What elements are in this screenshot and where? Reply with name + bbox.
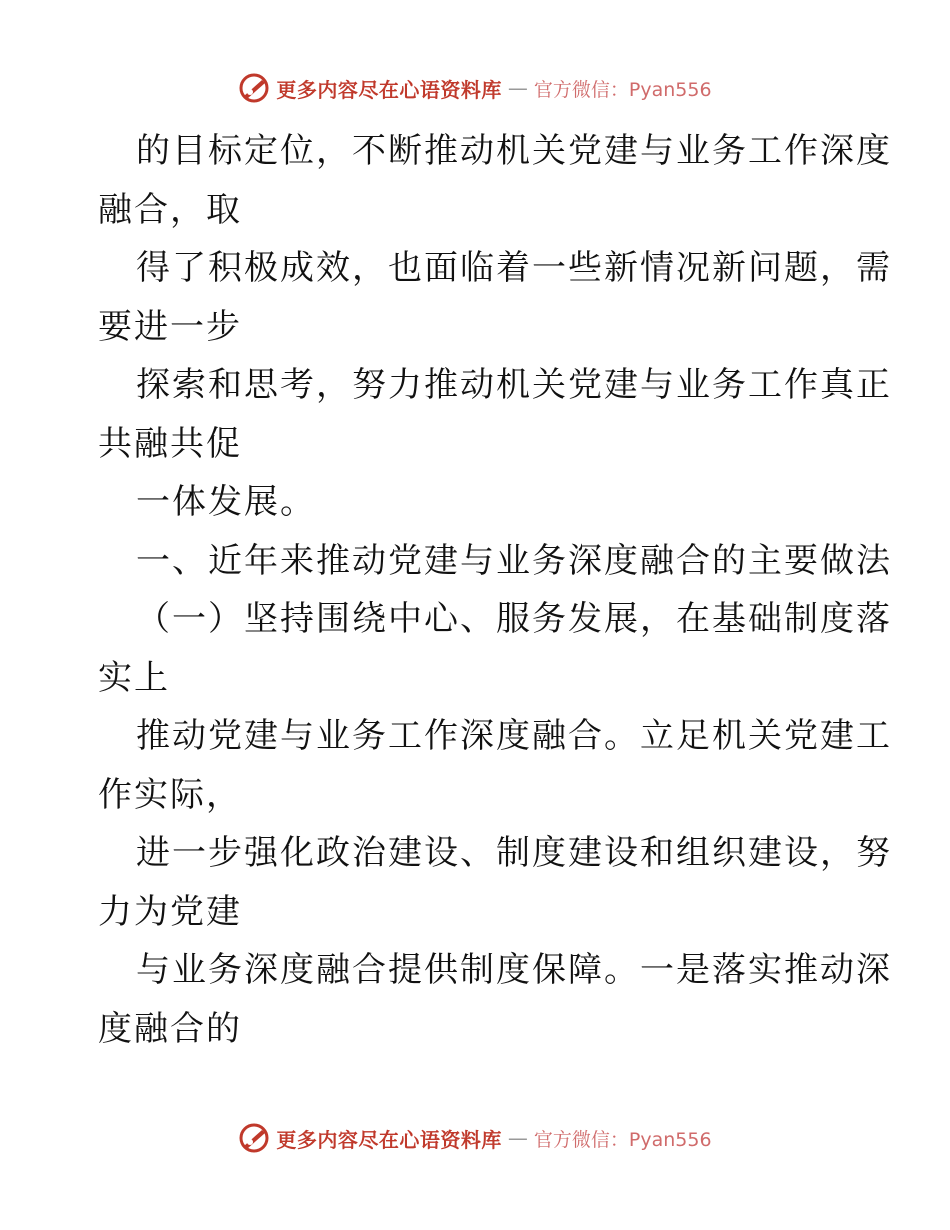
footer-watermark xyxy=(0,1122,950,1154)
watermark-wechat-text: 官方微信：Pyan556 xyxy=(533,1128,712,1151)
text-line: 进一步强化政治建设、制度建设和组织建设，努 xyxy=(136,833,892,873)
text-line: 实上 xyxy=(98,657,170,698)
text-line: 共融共促 xyxy=(98,423,242,464)
text-line: 度融合的 xyxy=(98,1008,242,1049)
text-line: 作实际， xyxy=(98,774,242,815)
text-line: 探索和思考，努力推动机关党建与业务工作真正 xyxy=(136,365,892,405)
pen-seal-icon xyxy=(238,72,270,104)
text-line: 融合，取 xyxy=(98,189,242,230)
watermark-main-text: 更多内容尽在心语资料库 xyxy=(276,1127,502,1152)
watermark-wechat-text: 官方微信：Pyan556 xyxy=(533,78,712,101)
subsection-heading: （一）坚持围绕中心、服务发展，在基础制度落 xyxy=(136,599,892,639)
text-line: 要进一步 xyxy=(98,306,242,347)
text-line: 一体发展。 xyxy=(136,482,316,522)
text-line: 力为党建 xyxy=(98,891,242,932)
text-line: 推动党建与业务工作深度融合。立足机关党建工 xyxy=(136,716,892,756)
header-watermark xyxy=(0,72,950,104)
document-body xyxy=(98,122,892,1058)
watermark-separator: — xyxy=(507,76,528,100)
text-line: 得了积极成效，也面临着一些新情况新问题，需 xyxy=(136,248,892,288)
watermark-main-text: 更多内容尽在心语资料库 xyxy=(276,77,502,102)
watermark-separator: — xyxy=(507,1126,528,1150)
text-line: 与业务深度融合提供制度保障。一是落实推动深 xyxy=(136,950,892,990)
section-heading: 一、近年来推动党建与业务深度融合的主要做法 xyxy=(136,540,892,581)
text-line: 的目标定位，不断推动机关党建与业务工作深度 xyxy=(136,131,892,171)
pen-seal-icon xyxy=(238,1122,270,1154)
